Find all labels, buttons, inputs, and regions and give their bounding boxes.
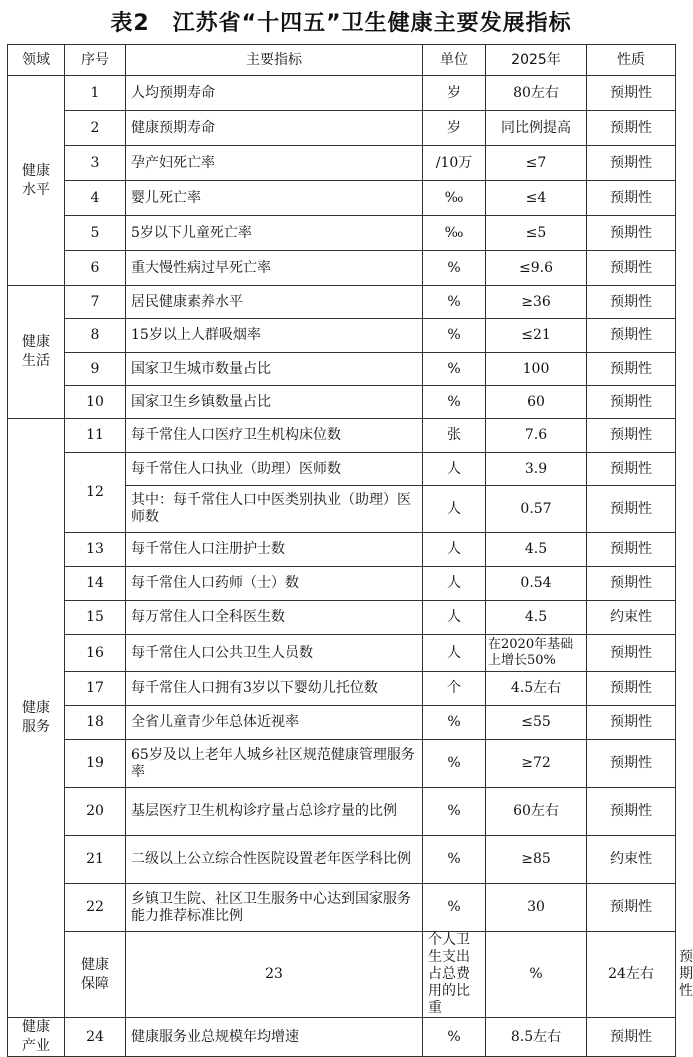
table-row xyxy=(8,181,676,216)
cell-unit: % xyxy=(423,884,486,932)
cell-target: 0.57 xyxy=(486,486,587,533)
cell-no: 19 xyxy=(65,740,126,788)
cell-no: 4 xyxy=(65,181,126,216)
table-row: 健康保障 23 个人卫生支出占总费用的比重 % 24左右 预期性 xyxy=(8,932,676,1018)
cell-no: 5 xyxy=(65,216,126,251)
header-domain: 领域 xyxy=(8,45,65,76)
cell-nature: 预期性 xyxy=(587,319,676,353)
cell-no: 13 xyxy=(65,533,126,567)
cell-no: 22 xyxy=(65,884,126,932)
cell-no: 2 xyxy=(65,111,126,146)
indicators-table xyxy=(7,44,693,1057)
cell-unit: 人 xyxy=(423,567,486,601)
cell-indicator: 每千常住人口注册护士数 xyxy=(126,533,423,567)
header-target: 2025年 xyxy=(486,45,587,76)
table-row xyxy=(8,453,676,486)
cell-target: 7.6 xyxy=(486,419,587,453)
cell-indicator: 每千常住人口拥有3岁以下婴幼儿托位数 xyxy=(126,672,423,706)
cell-indicator: 二级以上公立综合性医院设置老年医学科比例 xyxy=(126,836,423,884)
cell-target: 8.5左右 xyxy=(486,1018,587,1057)
cell-target: ≤21 xyxy=(486,319,587,353)
cell-target: ≤4 xyxy=(486,181,587,216)
table-row xyxy=(8,111,676,146)
cell-target: 60左右 xyxy=(486,788,587,836)
cell-target: 4.5 xyxy=(486,601,587,635)
cell-target: 0.54 xyxy=(486,567,587,601)
cell-indicator: 国家卫生乡镇数量占比 xyxy=(126,386,423,419)
cell-indicator: 人均预期寿命 xyxy=(126,76,423,111)
header-nature: 性质 xyxy=(587,45,676,76)
cell-no: 15 xyxy=(65,601,126,635)
cell-nature: 预期性 xyxy=(587,672,676,706)
cell-target: 80左右 xyxy=(486,76,587,111)
cell-unit: % xyxy=(423,706,486,740)
cell-unit: % xyxy=(486,932,587,1018)
cell-indicator: 婴儿死亡率 xyxy=(126,181,423,216)
cell-unit: ‰ xyxy=(423,181,486,216)
cell-indicator: 基层医疗卫生机构诊疗量占总诊疗量的比例 xyxy=(126,788,423,836)
cell-target: ≥36 xyxy=(486,286,587,319)
table-row xyxy=(8,386,676,419)
cell-indicator: 其中：每千常住人口中医类别执业（助理）医师数 xyxy=(126,486,423,533)
cell-nature: 预期性 xyxy=(587,286,676,319)
cell-indicator: 居民健康素养水平 xyxy=(126,286,423,319)
table-row xyxy=(8,533,676,567)
cell-target: ≥72 xyxy=(486,740,587,788)
cell-target: ≤9.6 xyxy=(486,251,587,286)
domain-cell xyxy=(65,932,126,1018)
cell-no: 12 xyxy=(65,453,126,533)
cell-no: 8 xyxy=(65,319,126,353)
cell-nature: 预期性 xyxy=(587,788,676,836)
cell-nature: 预期性 xyxy=(587,386,676,419)
table-row xyxy=(8,836,676,884)
cell-nature: 预期性 xyxy=(587,486,676,533)
cell-unit: % xyxy=(423,353,486,386)
cell-nature: 预期性 xyxy=(587,419,676,453)
cell-nature: 预期性 xyxy=(587,76,676,111)
cell-no: 16 xyxy=(65,635,126,672)
cell-nature: 预期性 xyxy=(587,453,676,486)
cell-unit: % xyxy=(423,251,486,286)
table-row xyxy=(8,706,676,740)
header-no: 序号 xyxy=(65,45,126,76)
cell-no: 14 xyxy=(65,567,126,601)
cell-no: 3 xyxy=(65,146,126,181)
cell-unit: % xyxy=(423,286,486,319)
domain-label: 健康保障 xyxy=(81,956,109,992)
cell-nature: 预期性 xyxy=(587,884,676,932)
cell-target: ≤7 xyxy=(486,146,587,181)
cell-nature: 预期性 xyxy=(587,146,676,181)
domain-cell xyxy=(8,419,65,1018)
domain-label: 健康水平 xyxy=(22,162,50,198)
cell-target: 3.9 xyxy=(486,453,587,486)
table-row xyxy=(8,251,676,286)
cell-no: 11 xyxy=(65,419,126,453)
table-row xyxy=(8,788,676,836)
header-indicator: 主要指标 xyxy=(126,45,423,76)
cell-indicator: 健康服务业总规模年均增速 xyxy=(126,1018,423,1057)
cell-target: ≥85 xyxy=(486,836,587,884)
cell-nature: 预期性 xyxy=(587,533,676,567)
cell-indicator: 每千常住人口执业（助理）医师数 xyxy=(126,453,423,486)
cell-target: 4.5 xyxy=(486,533,587,567)
cell-no: 17 xyxy=(65,672,126,706)
cell-nature: 预期性 xyxy=(587,216,676,251)
cell-no: 10 xyxy=(65,386,126,419)
table-row xyxy=(8,884,676,932)
table-row xyxy=(8,1018,676,1057)
cell-unit: ‰ xyxy=(423,216,486,251)
table-row xyxy=(8,353,676,386)
cell-no: 6 xyxy=(65,251,126,286)
cell-no: 21 xyxy=(65,836,126,884)
cell-indicator: 每千常住人口医疗卫生机构床位数 xyxy=(126,419,423,453)
domain-cell xyxy=(8,1018,65,1057)
table-row xyxy=(8,76,676,111)
cell-indicator: 孕产妇死亡率 xyxy=(126,146,423,181)
cell-no: 7 xyxy=(65,286,126,319)
cell-nature: 约束性 xyxy=(587,836,676,884)
cell-no: 24 xyxy=(65,1018,126,1057)
table-row xyxy=(8,740,676,788)
cell-unit: 人 xyxy=(423,635,486,672)
cell-indicator: 每千常住人口公共卫生人员数 xyxy=(126,635,423,672)
cell-unit: % xyxy=(423,836,486,884)
cell-nature: 预期性 xyxy=(587,706,676,740)
domain-cell xyxy=(8,286,65,419)
cell-indicator: 个人卫生支出占总费用的比重 xyxy=(423,932,486,1018)
table-row xyxy=(8,216,676,251)
cell-nature: 预期性 xyxy=(587,1018,676,1057)
cell-nature: 预期性 xyxy=(587,111,676,146)
cell-unit: /10万 xyxy=(423,146,486,181)
cell-nature: 预期性 xyxy=(587,251,676,286)
cell-no: 9 xyxy=(65,353,126,386)
cell-no: 18 xyxy=(65,706,126,740)
table-title: 表2 江苏省“十四五”卫生健康主要发展指标 xyxy=(110,11,572,36)
cell-unit: % xyxy=(423,1018,486,1057)
table-row xyxy=(8,146,676,181)
cell-target: 30 xyxy=(486,884,587,932)
domain-label: 健康生活 xyxy=(22,334,50,369)
cell-unit: % xyxy=(423,740,486,788)
cell-target: 24左右 xyxy=(587,932,676,1018)
table-row xyxy=(8,567,676,601)
cell-indicator: 健康预期寿命 xyxy=(126,111,423,146)
cell-target: 4.5左右 xyxy=(486,672,587,706)
cell-indicator: 每千常住人口药师（士）数 xyxy=(126,567,423,601)
table-row xyxy=(8,319,676,353)
cell-no: 1 xyxy=(65,76,126,111)
cell-unit: 张 xyxy=(423,419,486,453)
cell-nature: 预期性 xyxy=(587,567,676,601)
cell-unit: 岁 xyxy=(423,76,486,111)
cell-unit: % xyxy=(423,319,486,353)
cell-unit: 岁 xyxy=(423,111,486,146)
cell-indicator: 乡镇卫生院、社区卫生服务中心达到国家服务能力推荐标准比例 xyxy=(126,884,423,932)
cell-unit: % xyxy=(423,386,486,419)
cell-nature: 预期性 xyxy=(587,353,676,386)
cell-indicator: 国家卫生城市数量占比 xyxy=(126,353,423,386)
cell-no: 23 xyxy=(126,932,423,1018)
cell-nature: 预期性 xyxy=(587,181,676,216)
cell-target: 100 xyxy=(486,353,587,386)
cell-target: ≤5 xyxy=(486,216,587,251)
cell-unit: 个 xyxy=(423,672,486,706)
cell-unit: 人 xyxy=(423,453,486,486)
cell-indicator: 重大慢性病过早死亡率 xyxy=(126,251,423,286)
table-row xyxy=(8,601,676,635)
cell-nature: 约束性 xyxy=(587,601,676,635)
cell-nature: 预期性 xyxy=(587,740,676,788)
cell-nature: 预期性 xyxy=(587,635,676,672)
cell-indicator: 5岁以下儿童死亡率 xyxy=(126,216,423,251)
domain-label: 健康产业 xyxy=(22,1019,50,1054)
domain-label: 健康服务 xyxy=(22,700,50,735)
cell-indicator: 全省儿童青少年总体近视率 xyxy=(126,706,423,740)
cell-target: 在2020年基础上增长50% xyxy=(486,635,587,672)
cell-target: ≤55 xyxy=(486,706,587,740)
cell-indicator: 15岁以上人群吸烟率 xyxy=(126,319,423,353)
cell-unit: 人 xyxy=(423,601,486,635)
table-row xyxy=(8,635,676,672)
cell-indicator: 65岁及以上老年人城乡社区规范健康管理服务率 xyxy=(126,740,423,788)
table-row xyxy=(8,286,676,319)
table-row xyxy=(8,672,676,706)
domain-cell xyxy=(8,76,65,286)
cell-indicator: 每万常住人口全科医生数 xyxy=(126,601,423,635)
table-row xyxy=(8,419,676,453)
cell-unit: 人 xyxy=(423,486,486,533)
header-row xyxy=(8,45,676,76)
cell-target: 60 xyxy=(486,386,587,419)
cell-target: 同比例提高 xyxy=(486,111,587,146)
cell-unit: 人 xyxy=(423,533,486,567)
cell-no: 20 xyxy=(65,788,126,836)
cell-unit: % xyxy=(423,788,486,836)
header-unit: 单位 xyxy=(423,45,486,76)
